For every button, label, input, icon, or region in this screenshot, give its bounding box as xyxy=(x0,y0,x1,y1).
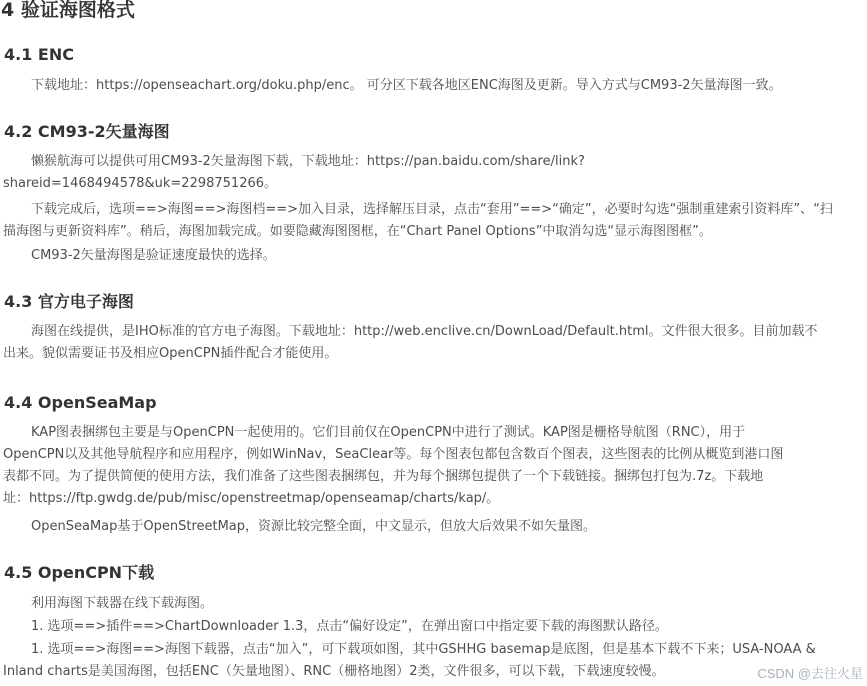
watermark: CSDN @去往火星 xyxy=(757,666,863,681)
paragraph xyxy=(3,199,859,243)
section-heading-openseamap: 4.4 OpenSeaMap xyxy=(4,393,157,412)
paragraph xyxy=(3,321,859,365)
text-line: 表都不同。为了提供简便的使用方法，我们准备了这些图表捆绑包，并为每个捆绑包提供了一个下载链接。捆绑包打包为.7z。下载地 xyxy=(3,469,764,484)
text-line: 下载地址：https://openseachart.org/doku.php/enc。 可分区下载各地区ENC海图及更新。导入方式与CM93-2矢量海图一致。 xyxy=(31,78,782,93)
section-heading-enc: 4.1 ENC xyxy=(4,45,74,64)
paragraph xyxy=(3,593,859,615)
text-line: 址：https://ftp.gwdg.de/pub/misc/openstreetmap/openseamap/charts/kap/。 xyxy=(3,491,500,506)
text-line: shareid=1468494578&uk=2298751266。 xyxy=(3,176,278,191)
text-line: 海图在线提供，是IHO标准的官方电子海图。下载地址：http://web.enclive.cn/DownLoad/Default.html。文件很大很多。目前加载不 xyxy=(31,324,818,339)
page-title: 4 验证海图格式 xyxy=(1,0,135,21)
text-line: Inland charts是美国海图，包括ENC（矢量地图）、RNC（栅格地图）2类，文件很多，可以下载，下载速度较慢。 xyxy=(3,664,665,679)
text-line: 下载完成后，选项==>海图==>海图档==>加入目录，选择解压目录，点击“套用”==>“确定”，必要时勾选“强制重建索引资料库”、“扫 xyxy=(31,202,833,217)
text-line: 1. 选项==>海图==>海图下载器，点击“加入”，可下载项如图，其中GSHHG basemap是底图，但是基本下载不下来；USA-NOAA & xyxy=(31,642,816,657)
section-heading-opencpn-download: 4.5 OpenCPN下载 xyxy=(4,563,155,582)
text-line: KAP图表捆绑包主要是与OpenCPN一起使用的。它们目前仅在OpenCPN中进行了测试。KAP图是栅格导航图（RNC），用于 xyxy=(31,425,746,440)
paragraph xyxy=(3,639,859,683)
text-line: OpenCPN以及其他导航程序和应用程序，例如WinNav，SeaClear等。每个图表包都包含数百个图表，这些图表的比例从概览到港口图 xyxy=(3,447,784,462)
paragraph xyxy=(3,245,859,267)
text-line: 描海图与更新资料库”。稍后，海图加载完成。如要隐藏海图图框，在“Chart Panel Options”中取消勾选“显示海图图框”。 xyxy=(3,224,712,239)
paragraph xyxy=(3,151,859,195)
paragraph xyxy=(3,422,859,510)
text-line: OpenSeaMap基于OpenStreetMap，资源比较完整全面，中文显示，但放大后效果不如矢量图。 xyxy=(31,519,597,534)
paragraph xyxy=(3,616,859,638)
text-line: 利用海图下载器在线下载海图。 xyxy=(31,596,214,611)
paragraph xyxy=(3,516,859,538)
section-heading-official-chart: 4.3 官方电子海图 xyxy=(4,292,134,311)
text-line: 1. 选项==>插件==>ChartDownloader 1.3，点击“偏好设定”，在弹出窗口中指定要下载的海图默认路径。 xyxy=(31,619,668,634)
text-line: CM93-2矢量海图是验证速度最快的选择。 xyxy=(31,248,276,263)
section-heading-cm93: 4.2 CM93-2矢量海图 xyxy=(4,122,170,141)
text-line: 懒猴航海可以提供可用CM93-2矢量海图下载，下载地址：https://pan.baidu.com/share/link? xyxy=(31,154,585,169)
paragraph xyxy=(3,75,859,97)
text-line: 出来。貌似需要证书及相应OpenCPN插件配合才能使用。 xyxy=(3,346,338,361)
